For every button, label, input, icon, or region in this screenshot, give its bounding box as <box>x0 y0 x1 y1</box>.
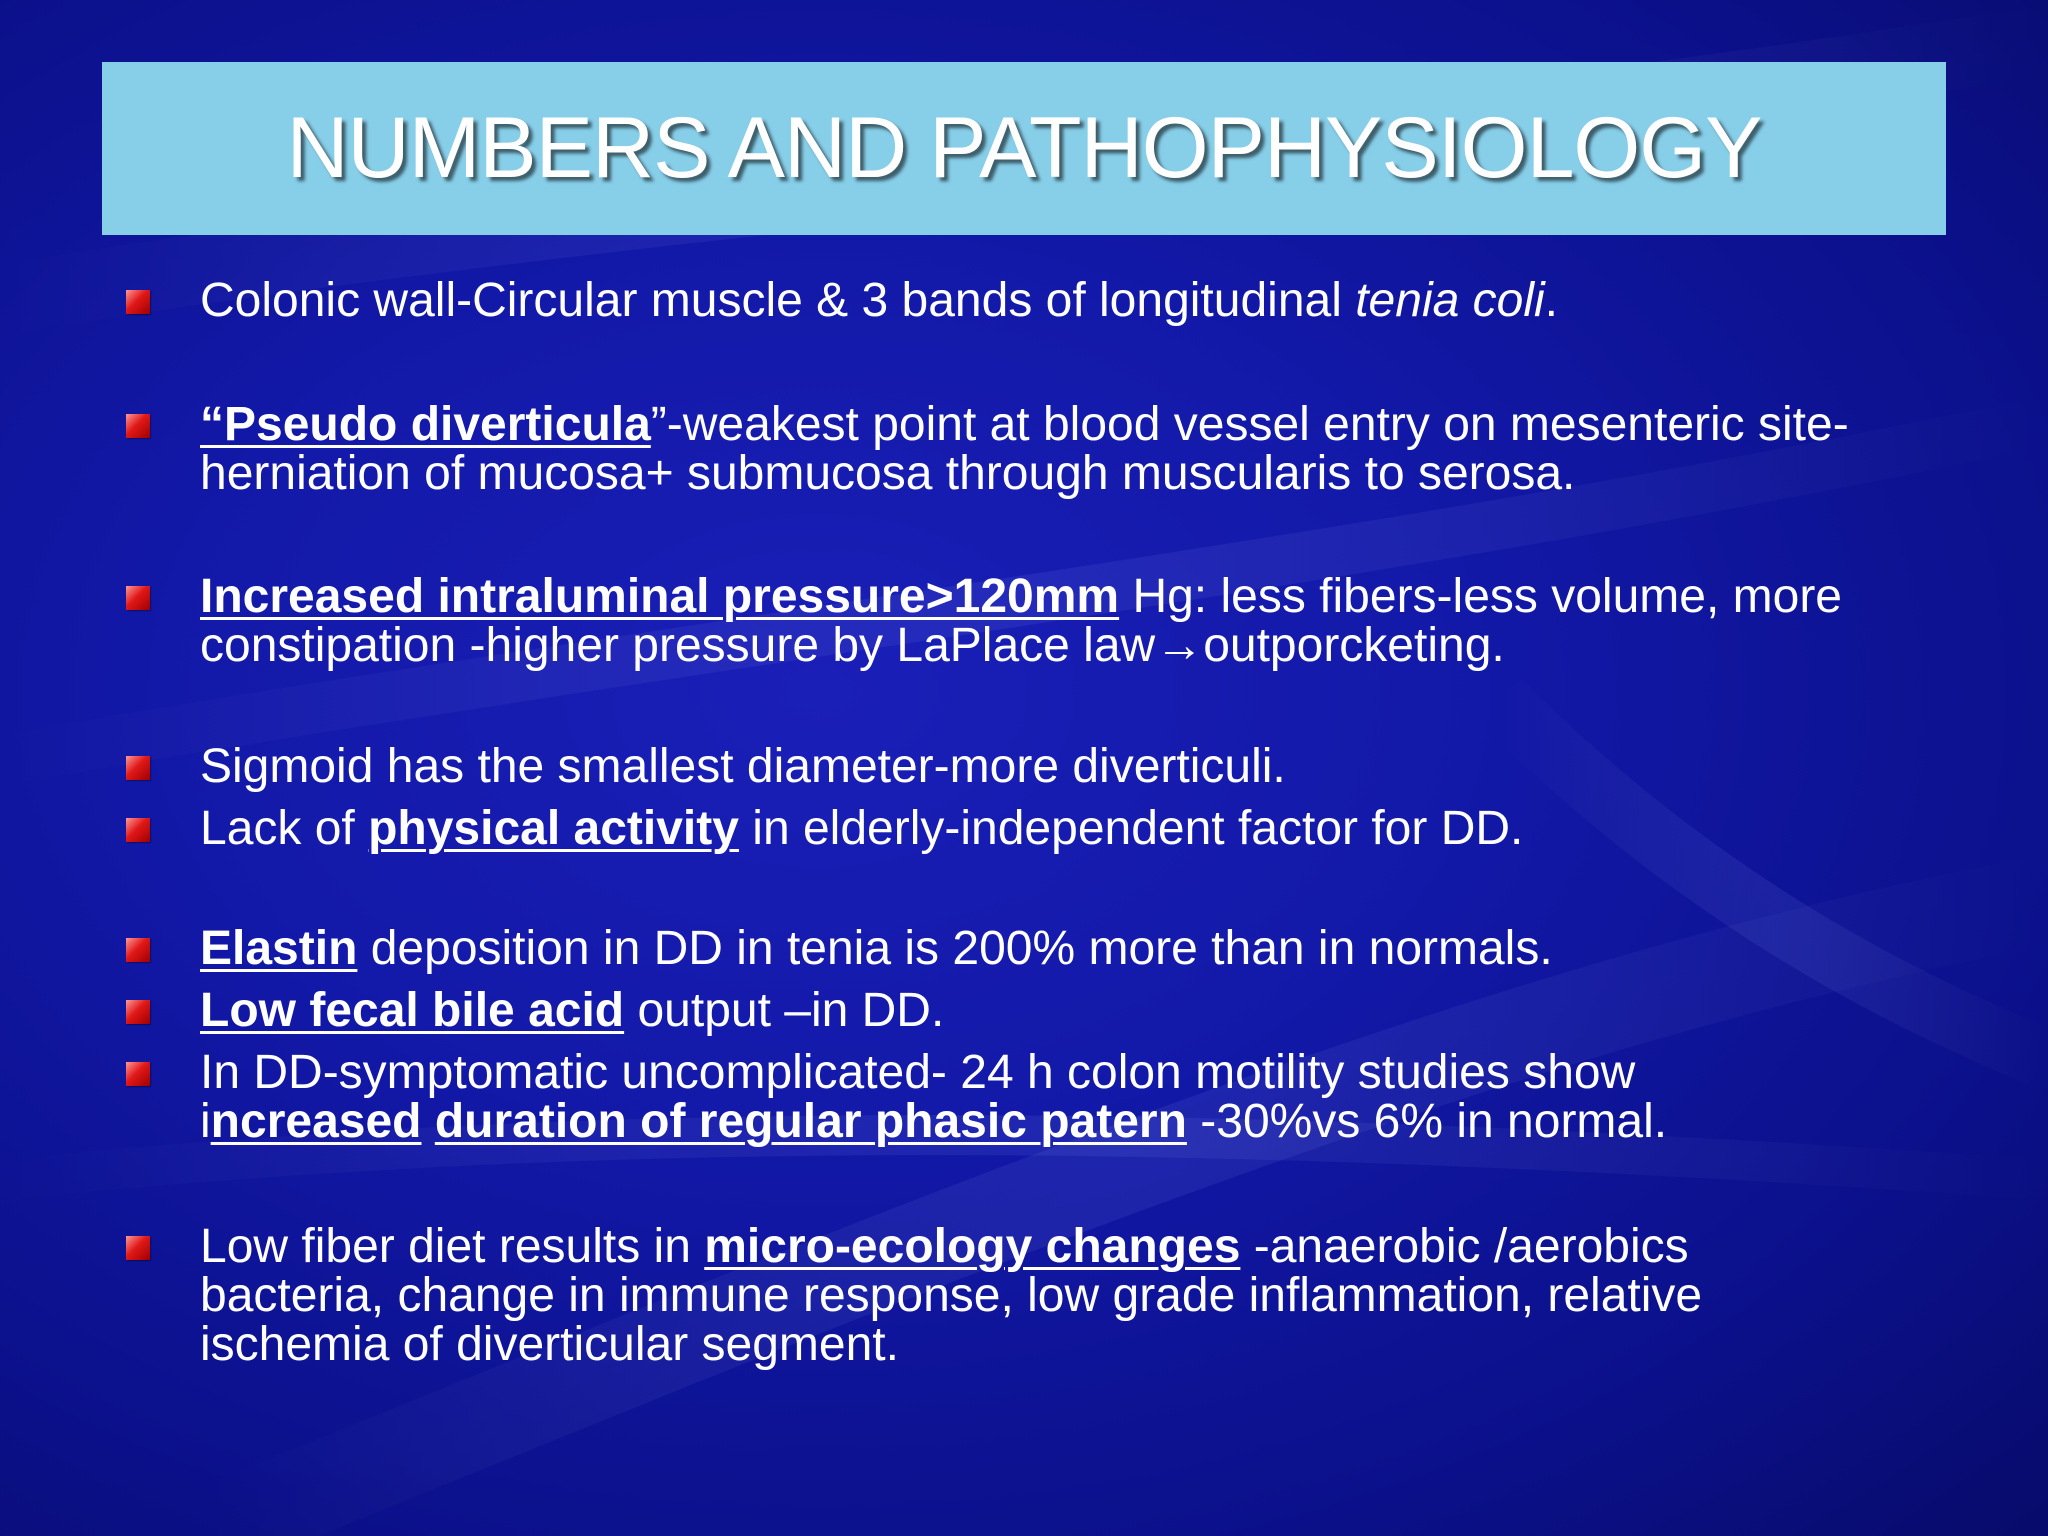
text-segment: i <box>200 1095 211 1148</box>
bullet-text <box>200 804 1980 853</box>
text-segment <box>421 1095 434 1148</box>
bullet-marker <box>126 938 150 962</box>
bullet-marker <box>126 1000 150 1024</box>
bullet-text <box>200 572 1980 670</box>
text-segment: ”-weakest point at blood vessel entry on mesenteric site- <box>650 398 1849 451</box>
bullet-text <box>200 924 1980 973</box>
bullet-marker <box>126 818 150 842</box>
slide-title: NUMBERS AND PATHOPHYSIOLOGY <box>286 100 1762 196</box>
text-segment: Low fiber diet results in <box>200 1220 705 1273</box>
bullet-text <box>200 1222 1980 1369</box>
bullet-line <box>200 1271 1980 1320</box>
emphasis-text: physical activity <box>368 802 739 855</box>
bullet-line <box>200 621 1980 670</box>
text-segment: -30%vs 6% in normal. <box>1186 1095 1668 1148</box>
text-segment: output –in DD. <box>624 984 945 1037</box>
text-segment: deposition in DD in tenia is 200% more than in normals. <box>357 922 1553 975</box>
bullet-line <box>200 1222 1980 1271</box>
bullet-line <box>200 276 1980 325</box>
text-segment: Sigmoid has the smallest diameter-more diverticuli. <box>200 740 1286 793</box>
text-segment: Hg: less fibers-less volume, more <box>1119 570 1842 623</box>
bullet-line <box>200 1320 1980 1369</box>
emphasis-text: Increased intraluminal pressure>120mm <box>200 570 1120 623</box>
text-segment: Colonic wall-Circular muscle & 3 bands of longitudinal <box>200 274 1356 327</box>
bullet-text <box>200 276 1980 325</box>
text-segment: bacteria, change in immune response, low grade inflammation, relative <box>200 1269 1703 1322</box>
text-segment: ischemia of diverticular segment. <box>200 1318 899 1371</box>
bullet-line <box>200 449 1980 498</box>
bullet-marker <box>126 1236 150 1260</box>
bullet-marker <box>126 1062 150 1086</box>
text-segment: constipation -higher pressure by LaPlace law→outporcketing. <box>200 619 1505 672</box>
emphasis-text: Low fecal bile acid <box>200 984 625 1037</box>
text-segment: in elderly-independent factor for DD. <box>738 802 1524 855</box>
title-bar <box>102 62 1946 235</box>
emphasis-text: “Pseudo diverticula <box>200 398 651 451</box>
emphasis-text: Elastin <box>200 922 358 975</box>
bullet-marker <box>126 756 150 780</box>
bullet-text <box>200 986 1980 1035</box>
bullet-marker <box>126 414 150 438</box>
bullet-line <box>200 986 1980 1035</box>
bullet-line <box>200 572 1980 621</box>
emphasis-text: micro-ecology changes <box>704 1220 1241 1273</box>
bullet-text <box>200 1048 1980 1146</box>
text-segment: -anaerobic /aerobics <box>1240 1220 1689 1273</box>
bullet-line <box>200 400 1980 449</box>
bullet-line <box>200 1048 1980 1097</box>
text-segment: Lack of <box>200 802 369 855</box>
emphasis-text: duration of regular phasic patern <box>434 1095 1187 1148</box>
text-segment: . <box>1544 274 1559 327</box>
bullet-line <box>200 804 1980 853</box>
bullet-text <box>200 400 1980 498</box>
bullet-line <box>200 742 1980 791</box>
bullet-line <box>200 924 1980 973</box>
bullet-marker <box>126 586 150 610</box>
bullet-marker <box>126 290 150 314</box>
emphasis-text: ncreased <box>210 1095 422 1148</box>
italic-text: tenia coli <box>1355 274 1545 327</box>
text-segment: herniation of mucosa+ submucosa through muscularis to serosa. <box>200 447 1576 500</box>
bullet-line <box>200 1097 1980 1146</box>
text-segment: In DD-symptomatic uncomplicated- 24 h colon motility studies show <box>200 1046 1636 1099</box>
bullet-text <box>200 742 1980 791</box>
